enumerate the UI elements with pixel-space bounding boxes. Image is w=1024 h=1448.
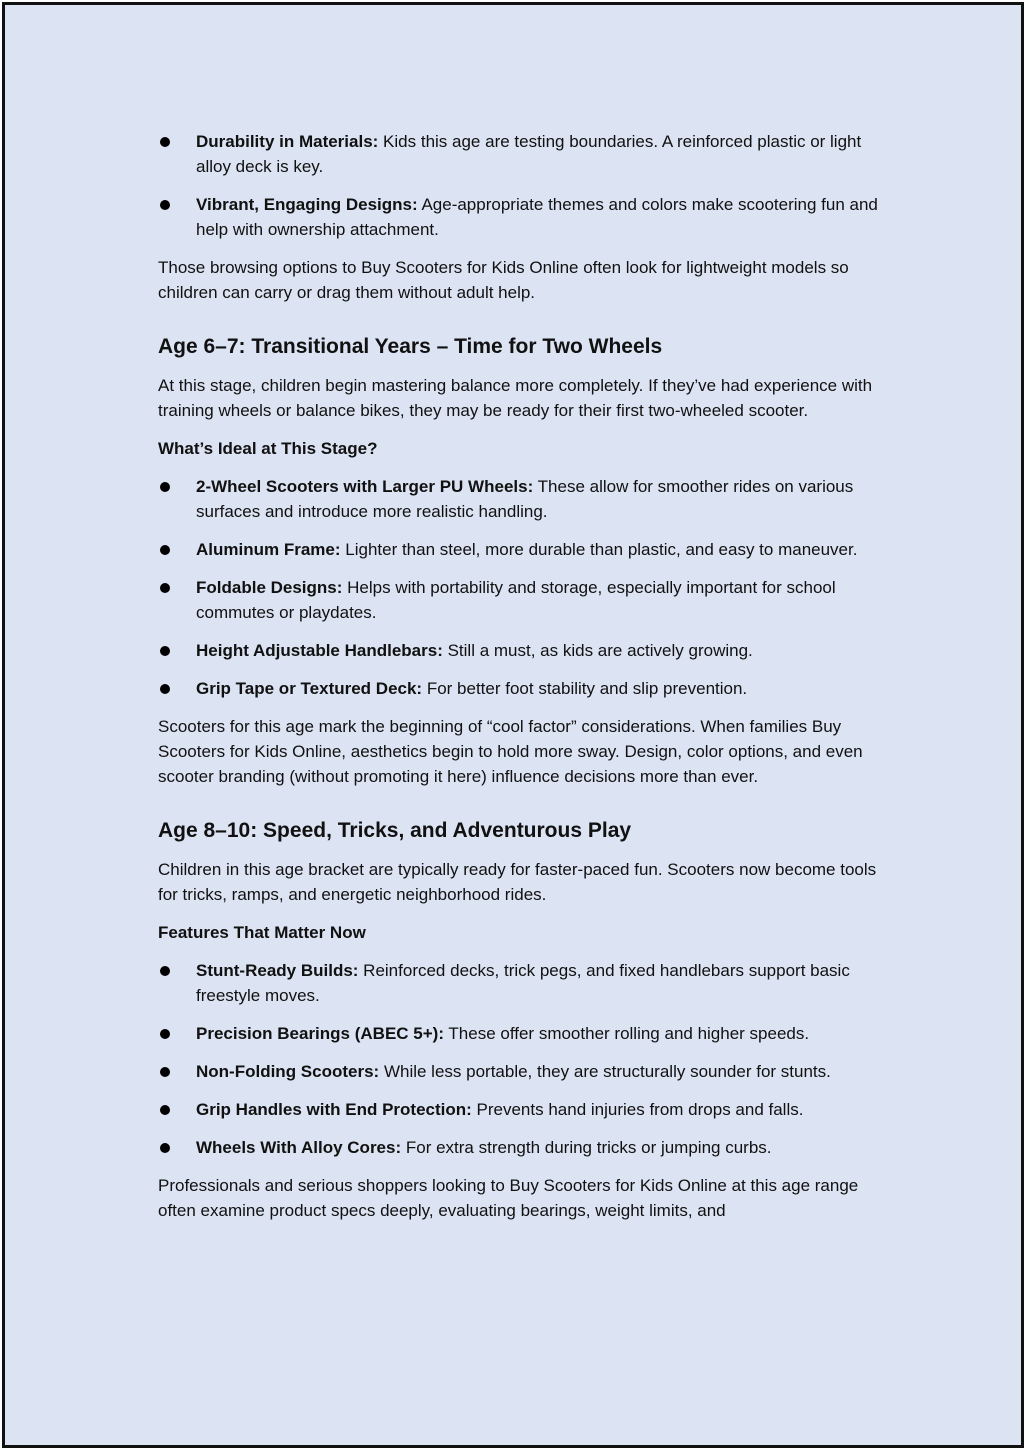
bullet-text: These offer smoother rolling and higher speeds. bbox=[444, 1024, 810, 1043]
bullet-term: Grip Tape or Textured Deck: bbox=[196, 679, 423, 698]
bullet-text: Still a must, as kids are actively growing. bbox=[442, 641, 753, 660]
list-item bbox=[158, 129, 878, 179]
bullet-text: Prevents hand injuries from drops and falls. bbox=[471, 1100, 804, 1119]
bullet-term: Durability in Materials: bbox=[196, 132, 379, 151]
intro-paragraph: Those browsing options to Buy Scooters for Kids Online often look for lightweight models so children can carry or drag them without adult help. bbox=[158, 258, 849, 302]
section2-bullet-list bbox=[158, 958, 878, 1160]
bullet-icon bbox=[160, 545, 170, 555]
list-item bbox=[158, 1021, 878, 1046]
bullet-icon bbox=[160, 1029, 170, 1039]
document-page bbox=[2, 2, 1024, 1448]
section-subheading: What’s Ideal at This Stage? bbox=[158, 439, 378, 458]
bullet-icon bbox=[160, 1067, 170, 1077]
list-item bbox=[158, 1135, 878, 1160]
bullet-text: Helps with portability and storage, especially important for school commutes or playdates. bbox=[196, 578, 836, 622]
bullet-term: Height Adjustable Handlebars: bbox=[196, 641, 443, 660]
bullet-icon bbox=[160, 966, 170, 976]
section-subheading: Features That Matter Now bbox=[158, 923, 366, 942]
intro-bullet-list bbox=[158, 129, 878, 242]
list-item bbox=[158, 638, 878, 663]
section-heading-age-6-7: Age 6–7: Transitional Years – Time for Two Wheels bbox=[158, 335, 663, 358]
bullet-text: Reinforced decks, trick pegs, and fixed handlebars support basic freestyle moves. bbox=[196, 961, 850, 1005]
bullet-term: Stunt-Ready Builds: bbox=[196, 961, 359, 980]
bullet-text: For extra strength during tricks or jumping curbs. bbox=[401, 1138, 772, 1157]
document-body bbox=[158, 129, 878, 1236]
bullet-text: Age-appropriate themes and colors make scootering fun and help with ownership attachment. bbox=[196, 195, 878, 239]
list-item bbox=[158, 192, 878, 242]
section1-bullet-list bbox=[158, 474, 878, 701]
section-paragraph: Children in this age bracket are typically ready for faster-paced fun. Scooters now become tools for tricks, ramps, and energetic neighborhood rides. bbox=[158, 860, 877, 904]
bullet-term: Foldable Designs: bbox=[196, 578, 343, 597]
list-item bbox=[158, 1097, 878, 1122]
bullet-icon bbox=[160, 200, 170, 210]
bullet-text: While less portable, they are structurally sounder for stunts. bbox=[379, 1062, 831, 1081]
bullet-icon bbox=[160, 137, 170, 147]
list-item bbox=[158, 676, 878, 701]
section-closing-paragraph: Professionals and serious shoppers looking to Buy Scooters for Kids Online at this age range often examine product specs deeply, evaluating bearings, weight limits, and bbox=[158, 1176, 859, 1220]
bullet-text: For better foot stability and slip prevention. bbox=[422, 679, 748, 698]
section-heading-age-8-10: Age 8–10: Speed, Tricks, and Adventurous Play bbox=[158, 819, 632, 842]
list-item bbox=[158, 474, 878, 524]
bullet-term: Precision Bearings (ABEC 5+): bbox=[196, 1024, 444, 1043]
bullet-icon bbox=[160, 646, 170, 656]
bullet-term: Non-Folding Scooters: bbox=[196, 1062, 380, 1081]
bullet-term: Grip Handles with End Protection: bbox=[196, 1100, 472, 1119]
bullet-icon bbox=[160, 1105, 170, 1115]
bullet-term: Vibrant, Engaging Designs: bbox=[196, 195, 418, 214]
section-paragraph: At this stage, children begin mastering balance more completely. If they’ve had experience with training wheels or balance bikes, they may be ready for their first two-wheeled scooter. bbox=[158, 376, 873, 420]
bullet-icon bbox=[160, 482, 170, 492]
list-item bbox=[158, 537, 878, 562]
bullet-text: Kids this age are testing boundaries. A reinforced plastic or light alloy deck is key. bbox=[196, 132, 862, 176]
list-item bbox=[158, 575, 878, 625]
bullet-icon bbox=[160, 684, 170, 694]
bullet-text: Lighter than steel, more durable than plastic, and easy to maneuver. bbox=[340, 540, 858, 559]
bullet-icon bbox=[160, 583, 170, 593]
bullet-term: 2-Wheel Scooters with Larger PU Wheels: bbox=[196, 477, 534, 496]
section-closing-paragraph: Scooters for this age mark the beginning of “cool factor” considerations. When families Buy Scooters for Kids Online, aesthetics begin to hold more sway. Design, color options, and even scooter branding (without promoting it here) influence decisions more than ever. bbox=[158, 717, 863, 786]
bullet-term: Aluminum Frame: bbox=[196, 540, 341, 559]
list-item bbox=[158, 958, 878, 1008]
bullet-text: These allow for smoother rides on various surfaces and introduce more realistic handling. bbox=[196, 477, 854, 521]
list-item bbox=[158, 1059, 878, 1084]
bullet-icon bbox=[160, 1143, 170, 1153]
bullet-term: Wheels With Alloy Cores: bbox=[196, 1138, 402, 1157]
